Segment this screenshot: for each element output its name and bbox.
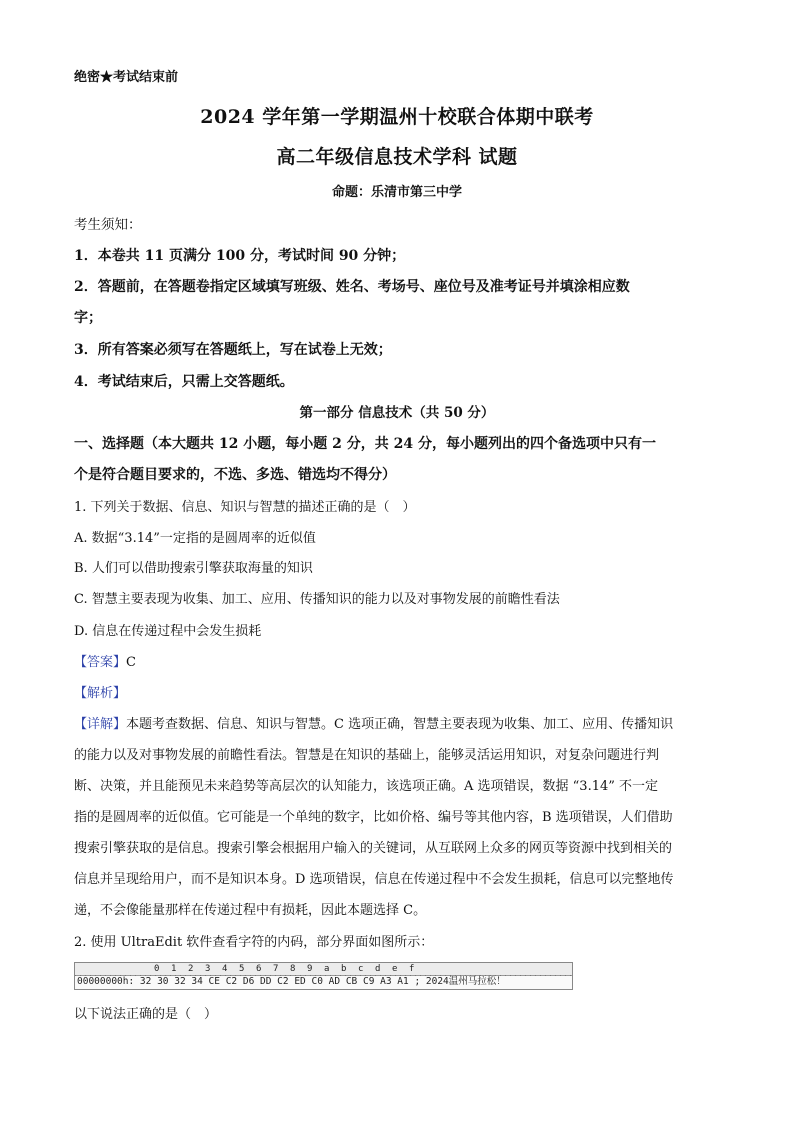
exam-author: 命题：乐清市第三中学 <box>331 185 462 200</box>
exam-title: 2024 学年第一学期温州十校联合体期中联考 <box>200 106 594 128</box>
q2-question: 以下说法正确的是（ ） <box>74 1007 218 1022</box>
q1-detail-line-2: 的能力以及对事物发展的前瞻性看法。智慧是在知识的基础上，能够灵活运用知识，对复杂问题进行判 <box>74 748 660 763</box>
answer-tag: 【答案】 <box>74 655 127 670</box>
q1-detail-line-3: 断、决策，并且能预见未来趋势等高层次的认知能力，该选项正确。A 选项错误，数据 “3.14” 不一定 <box>74 779 659 794</box>
q1-answer <box>74 651 136 670</box>
notice-item-4: 4．考试结束后，只需上交答题纸。 <box>74 374 294 390</box>
q1-stem: 1. 下列关于数据、信息、知识与智慧的描述正确的是（ ） <box>74 500 416 515</box>
notice-item-2-cont: 字； <box>74 310 102 326</box>
section-heading: 一、选择题（本大题共 12 小题，每小题 2 分，共 24 分，每小题列出的四个备选项中只有一 <box>74 436 656 452</box>
hex-row: 00000000h: 32 30 32 34 CE C2 D6 DD C2 ED C0 AD CB C9 A3 A1 ; 2024温州马拉松！ <box>77 976 506 987</box>
exam-subtitle: 高二年级信息技术学科 试题 <box>276 146 518 168</box>
notice-heading: 考生须知： <box>74 217 142 233</box>
section-heading-cont: 个是符合题目要求的，不选、多选、错选均不得分） <box>74 467 396 483</box>
q1-detail-line-7: 递，不会像能量那样在传递过程中有损耗，因此本题选择 C。 <box>74 903 427 918</box>
hex-column-header: 0 1 2 3 4 5 6 7 8 9 a b c d e f <box>75 963 572 976</box>
q1-detail-line-1: 【详解】本题考查数据、信息、知识与智慧。C 选项正确，智慧主要表现为收集、加工、应用、传播知识 <box>74 717 674 732</box>
answer-value: C <box>126 655 136 670</box>
analysis-tag: 【解析】 <box>74 686 127 701</box>
notice-item-3: 3．所有答案必须写在答题纸上，写在试卷上无效； <box>74 342 392 358</box>
q1-option-c: C. 智慧主要表现为收集、加工、应用、传播知识的能力以及对事物发展的前瞻性看法 <box>74 592 560 607</box>
q1-detail-line-5: 搜索引擎获取的是信息。搜索引擎会根据用户输入的关键词，从互联网上众多的网页等资源中找到相关的 <box>74 841 673 856</box>
part-title: 第一部分 信息技术（共 50 分） <box>299 405 495 421</box>
q1-detail-line-6: 信息并呈现给用户，而不是知识本身。D 选项错误，信息在传递过程中不会发生损耗，信息可以完整地传 <box>74 872 674 887</box>
q1-option-b: B. 人们可以借助搜索引擎获取海量的知识 <box>74 561 313 576</box>
q1-detail-line-4: 指的是圆周率的近似值。它可能是一个单纯的数字，比如价格、编号等其他内容，B 选项错误，人们借助 <box>74 810 673 825</box>
confidential-label: 绝密★考试结束前 <box>74 70 179 85</box>
q2-stem: 2. 使用 UltraEdit 软件查看字符的内码，部分界面如图所示： <box>74 935 434 950</box>
q1-option-a: A. 数据“3.14”一定指的是圆周率的近似值 <box>74 531 316 546</box>
notice-item-1: 1．本卷共 11 页满分 100 分，考试时间 90 分钟； <box>74 248 406 264</box>
q1-analysis <box>74 682 126 701</box>
ultraedit-hex-view <box>74 962 573 990</box>
q1-option-d: D. 信息在传递过程中会发生损耗 <box>74 624 262 639</box>
notice-item-2: 2．答题前，在答题卷指定区域填写班级、姓名、考场号、座位号及准考证号并填涂相应数 <box>74 279 630 295</box>
detail-tag: 【详解】 <box>74 717 127 732</box>
